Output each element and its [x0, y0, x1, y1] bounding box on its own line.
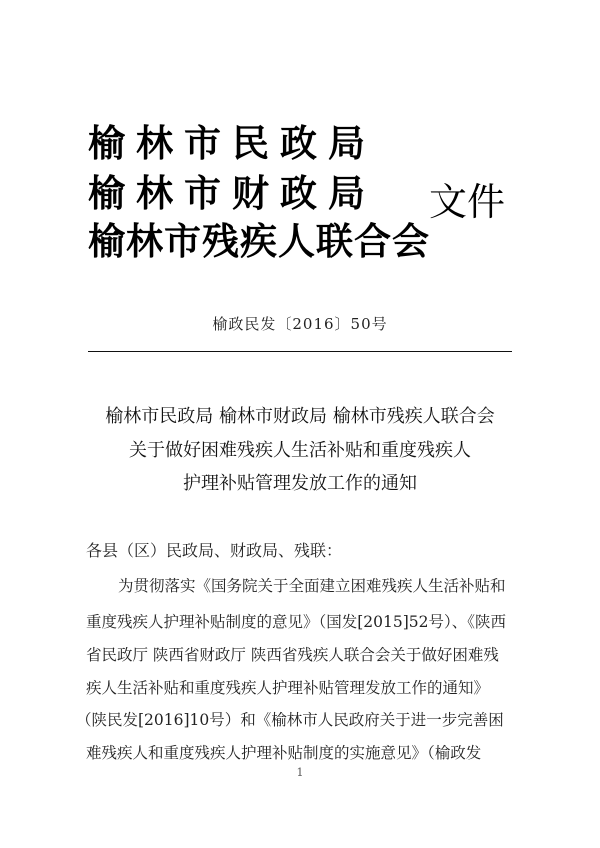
salutation: 各县（区）民政局、财政局、残联：: [86, 541, 343, 560]
body-line-2: 重度残疾人护理补贴制度的意见》（国发[2015]52号）、《陕西: [86, 613, 507, 631]
body-line-5: （陕民发[2016]10号）和《榆林市人民政府关于进一步完善困: [76, 711, 504, 729]
body-line-3: 省民政厅 陕西省财政厅 陕西省残疾人联合会关于做好困难残: [86, 646, 499, 664]
document-title-line-1: 榆林市民政局 榆林市财政局 榆林市残疾人联合会: [105, 406, 495, 427]
issuer-disabled-federation: 榆林市残疾人联合会: [88, 220, 430, 263]
page-number: 1: [296, 766, 304, 779]
body-line-6: 难残疾人和重度残疾人护理补贴制度的实施意见》（榆政发: [86, 744, 482, 762]
document-title-line-3: 护理补贴管理发放工作的通知: [183, 473, 417, 494]
issuer-finance: 榆林市财政局: [88, 172, 376, 215]
document-number: 榆政民发〔2016〕50号: [212, 315, 388, 333]
document-type: 文件: [429, 180, 506, 224]
issuer-civil-affairs: 榆林市民政局: [88, 122, 376, 165]
body-line-4: 疾人生活补贴和重度残疾人护理补贴管理发放工作的通知》: [86, 679, 490, 697]
header-divider: [88, 351, 512, 352]
body-line-1: 为贯彻落实《国务院关于全面建立困难残疾人生活补贴和: [118, 577, 506, 595]
document-title-line-2: 关于做好困难残疾人生活补贴和重度残疾人: [129, 440, 471, 461]
